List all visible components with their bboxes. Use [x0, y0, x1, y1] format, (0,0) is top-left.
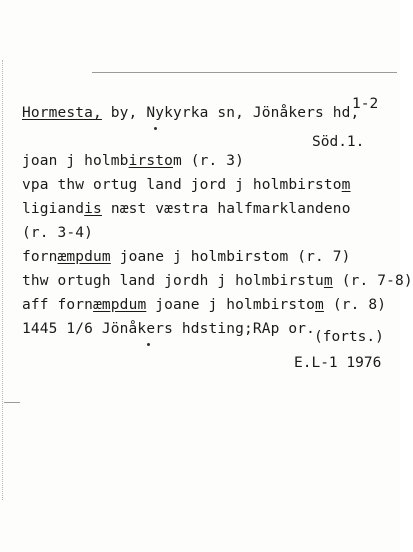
card-subheading: Söd.1.	[312, 134, 365, 150]
line-segment: næst væstra halfmarklandeno	[101, 201, 351, 217]
line-segment: ligiand	[22, 201, 85, 217]
line-segment: thw ortugh land jordh j holmbirstu	[22, 273, 324, 289]
line-segment: forn	[22, 249, 58, 265]
ink-dot	[147, 343, 150, 346]
heading-rest: by, Nykyrka sn, Jönåkers hd,	[101, 105, 360, 121]
line-segment: (r. 3)	[181, 153, 245, 169]
line-segment: 1445 1/6 Jönåkers hdsting;RAp or.	[22, 321, 316, 337]
card-line	[22, 200, 351, 218]
line-segment: (r. 8)	[323, 297, 387, 313]
card-edge-mark	[4, 402, 20, 403]
line-segment: joan j holmb	[22, 153, 129, 169]
line-segment: m	[315, 297, 324, 313]
line-segment: (r. 7-8)	[332, 273, 413, 289]
line-segment: m	[323, 273, 333, 289]
line-segment: aff forn	[22, 297, 94, 313]
line-segment: m	[172, 153, 182, 169]
card-left-edge	[2, 60, 4, 500]
line-segment: is	[84, 201, 102, 217]
continuation-note: (forts.)	[314, 329, 384, 345]
line-segment: vpa thw ortug land jord j holmbirsto	[22, 177, 342, 193]
card-heading	[22, 104, 359, 122]
card-line	[22, 272, 413, 290]
line-segment: æmpdum	[57, 249, 111, 265]
card-reference: E.L-1 1976	[294, 355, 382, 371]
card-number: 1-2	[352, 96, 379, 112]
line-segment: irsto	[128, 153, 173, 169]
card-line	[22, 320, 315, 338]
card-line	[22, 224, 93, 242]
line-segment: m	[341, 177, 351, 193]
card-line	[22, 248, 351, 266]
ink-dot	[154, 127, 157, 130]
card-line	[22, 296, 386, 314]
line-segment: joane j holmbirstom (r. 7)	[110, 249, 351, 265]
card-line	[22, 152, 244, 170]
heading-place: Hormesta,	[22, 105, 102, 121]
line-segment: (r. 3-4)	[22, 225, 94, 241]
card-line	[22, 176, 351, 194]
line-segment: joane j holmbirsto	[146, 297, 316, 313]
line-segment: æmpdum	[93, 297, 147, 313]
card-top-rule	[92, 72, 397, 73]
